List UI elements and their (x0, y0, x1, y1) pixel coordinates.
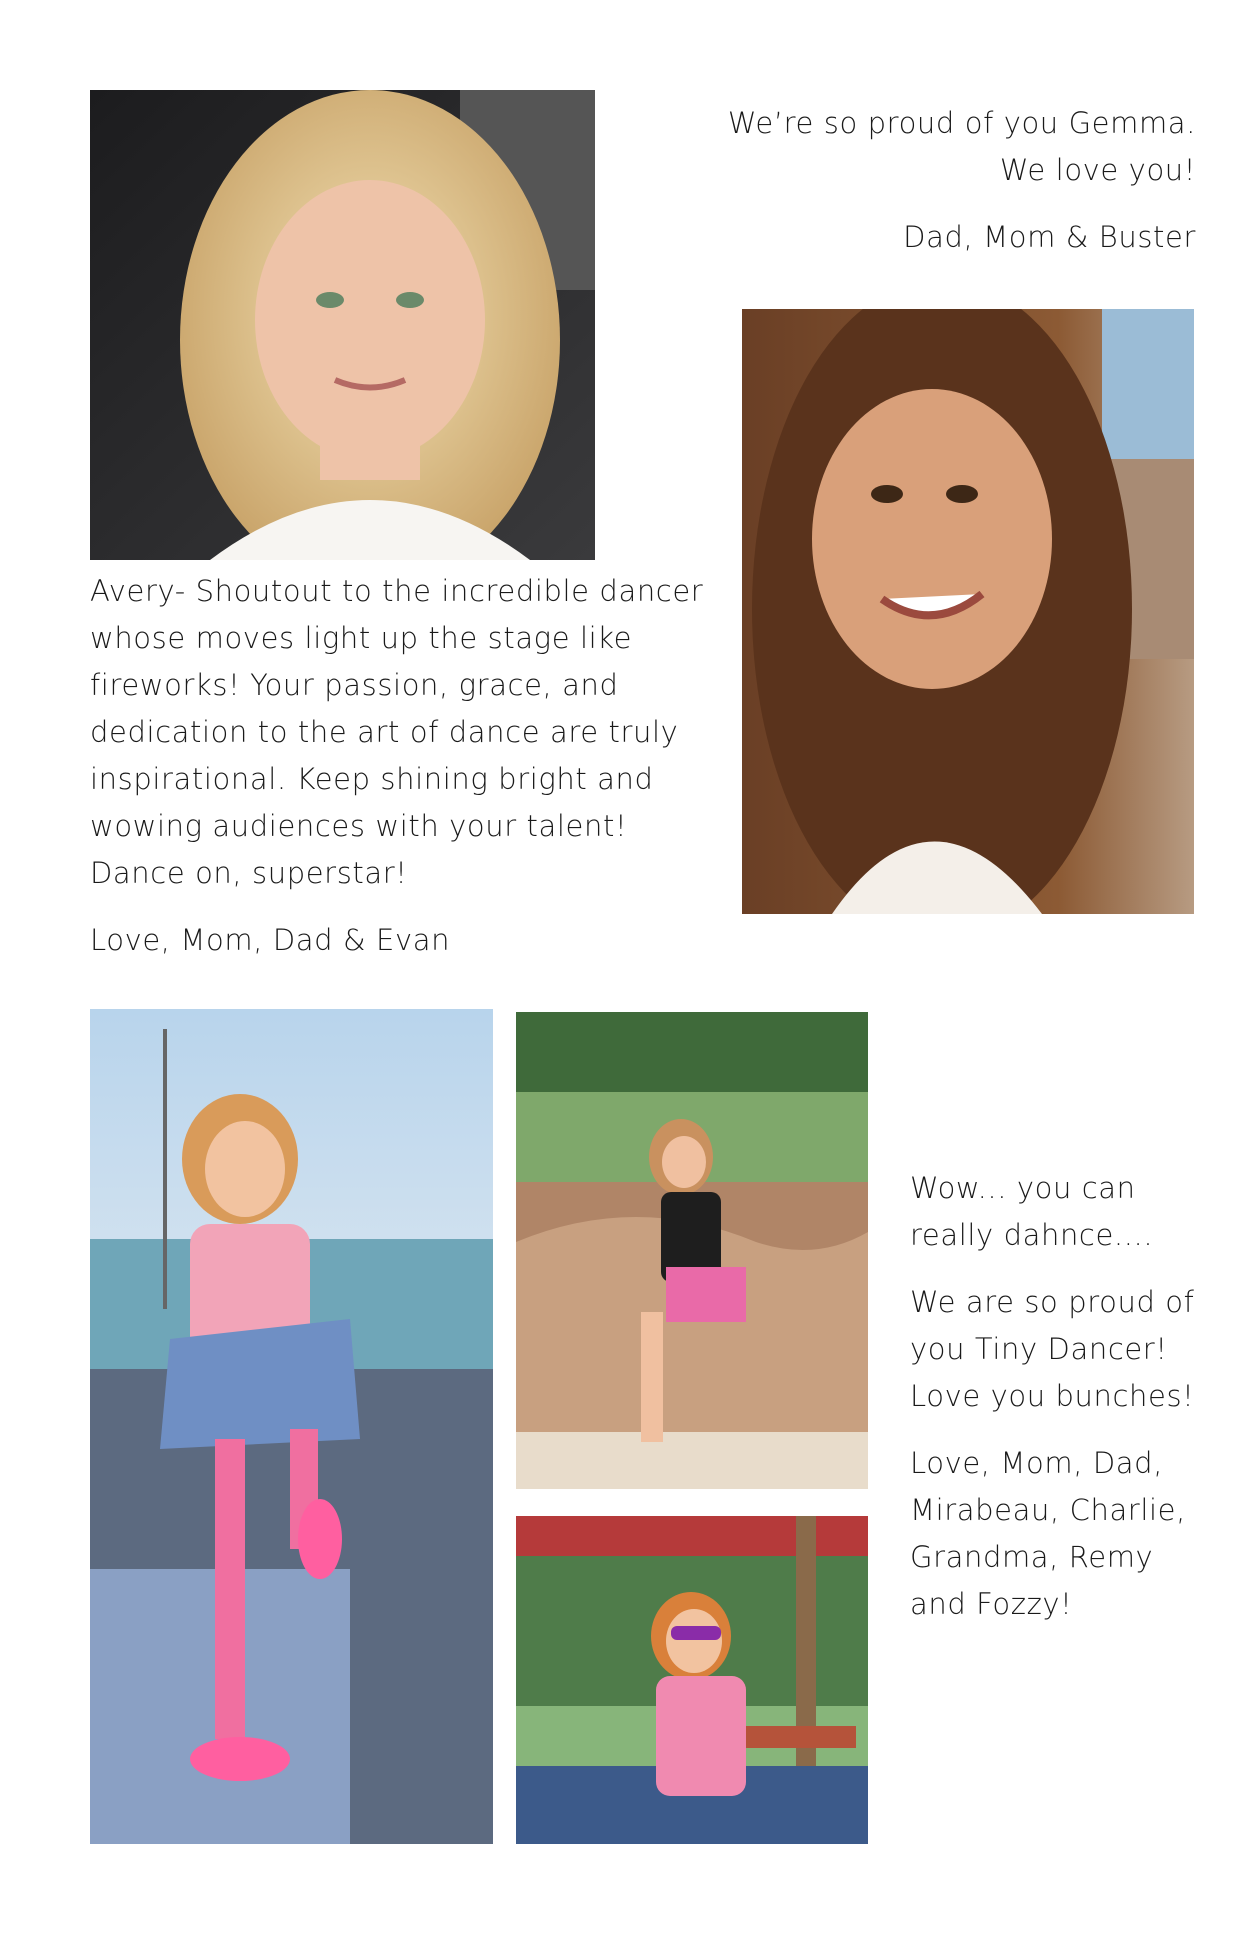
beach-rock-photo (516, 1012, 868, 1489)
sunglasses-photo (516, 1516, 868, 1844)
gemma-portrait-photo (742, 309, 1194, 914)
avery-message-block (90, 568, 710, 984)
tiny-dancer-line1: Wow... you can really dahnce.... (910, 1171, 1154, 1252)
tiny-dancer-line2: We are so proud of you Tiny Dancer! Love you bunches! (910, 1285, 1195, 1413)
tiny-dancer-signature: Love, Mom, Dad, Mirabeau, Charlie, Grandma, Remy and Fozzy! (910, 1446, 1186, 1621)
gemma-message-block (700, 100, 1196, 281)
gemma-signature: Dad, Mom & Buster (903, 220, 1196, 254)
avery-signature: Love, Mom, Dad & Evan (90, 923, 451, 957)
avery-message: Avery- Shoutout to the incredible dancer whose moves light up the stage like fireworks! Your passion, grace, and dedication to the art of dance are truly inspirational. Keep shining bright and wowing audiences with your talent! Dance on, superstar! (90, 574, 704, 890)
tiny-dancer-message-block (910, 1165, 1210, 1648)
dancing-pose-photo (90, 1009, 493, 1844)
gemma-message: We’re so proud of you Gemma. We love you! (727, 106, 1196, 187)
avery-portrait-photo (90, 90, 595, 560)
